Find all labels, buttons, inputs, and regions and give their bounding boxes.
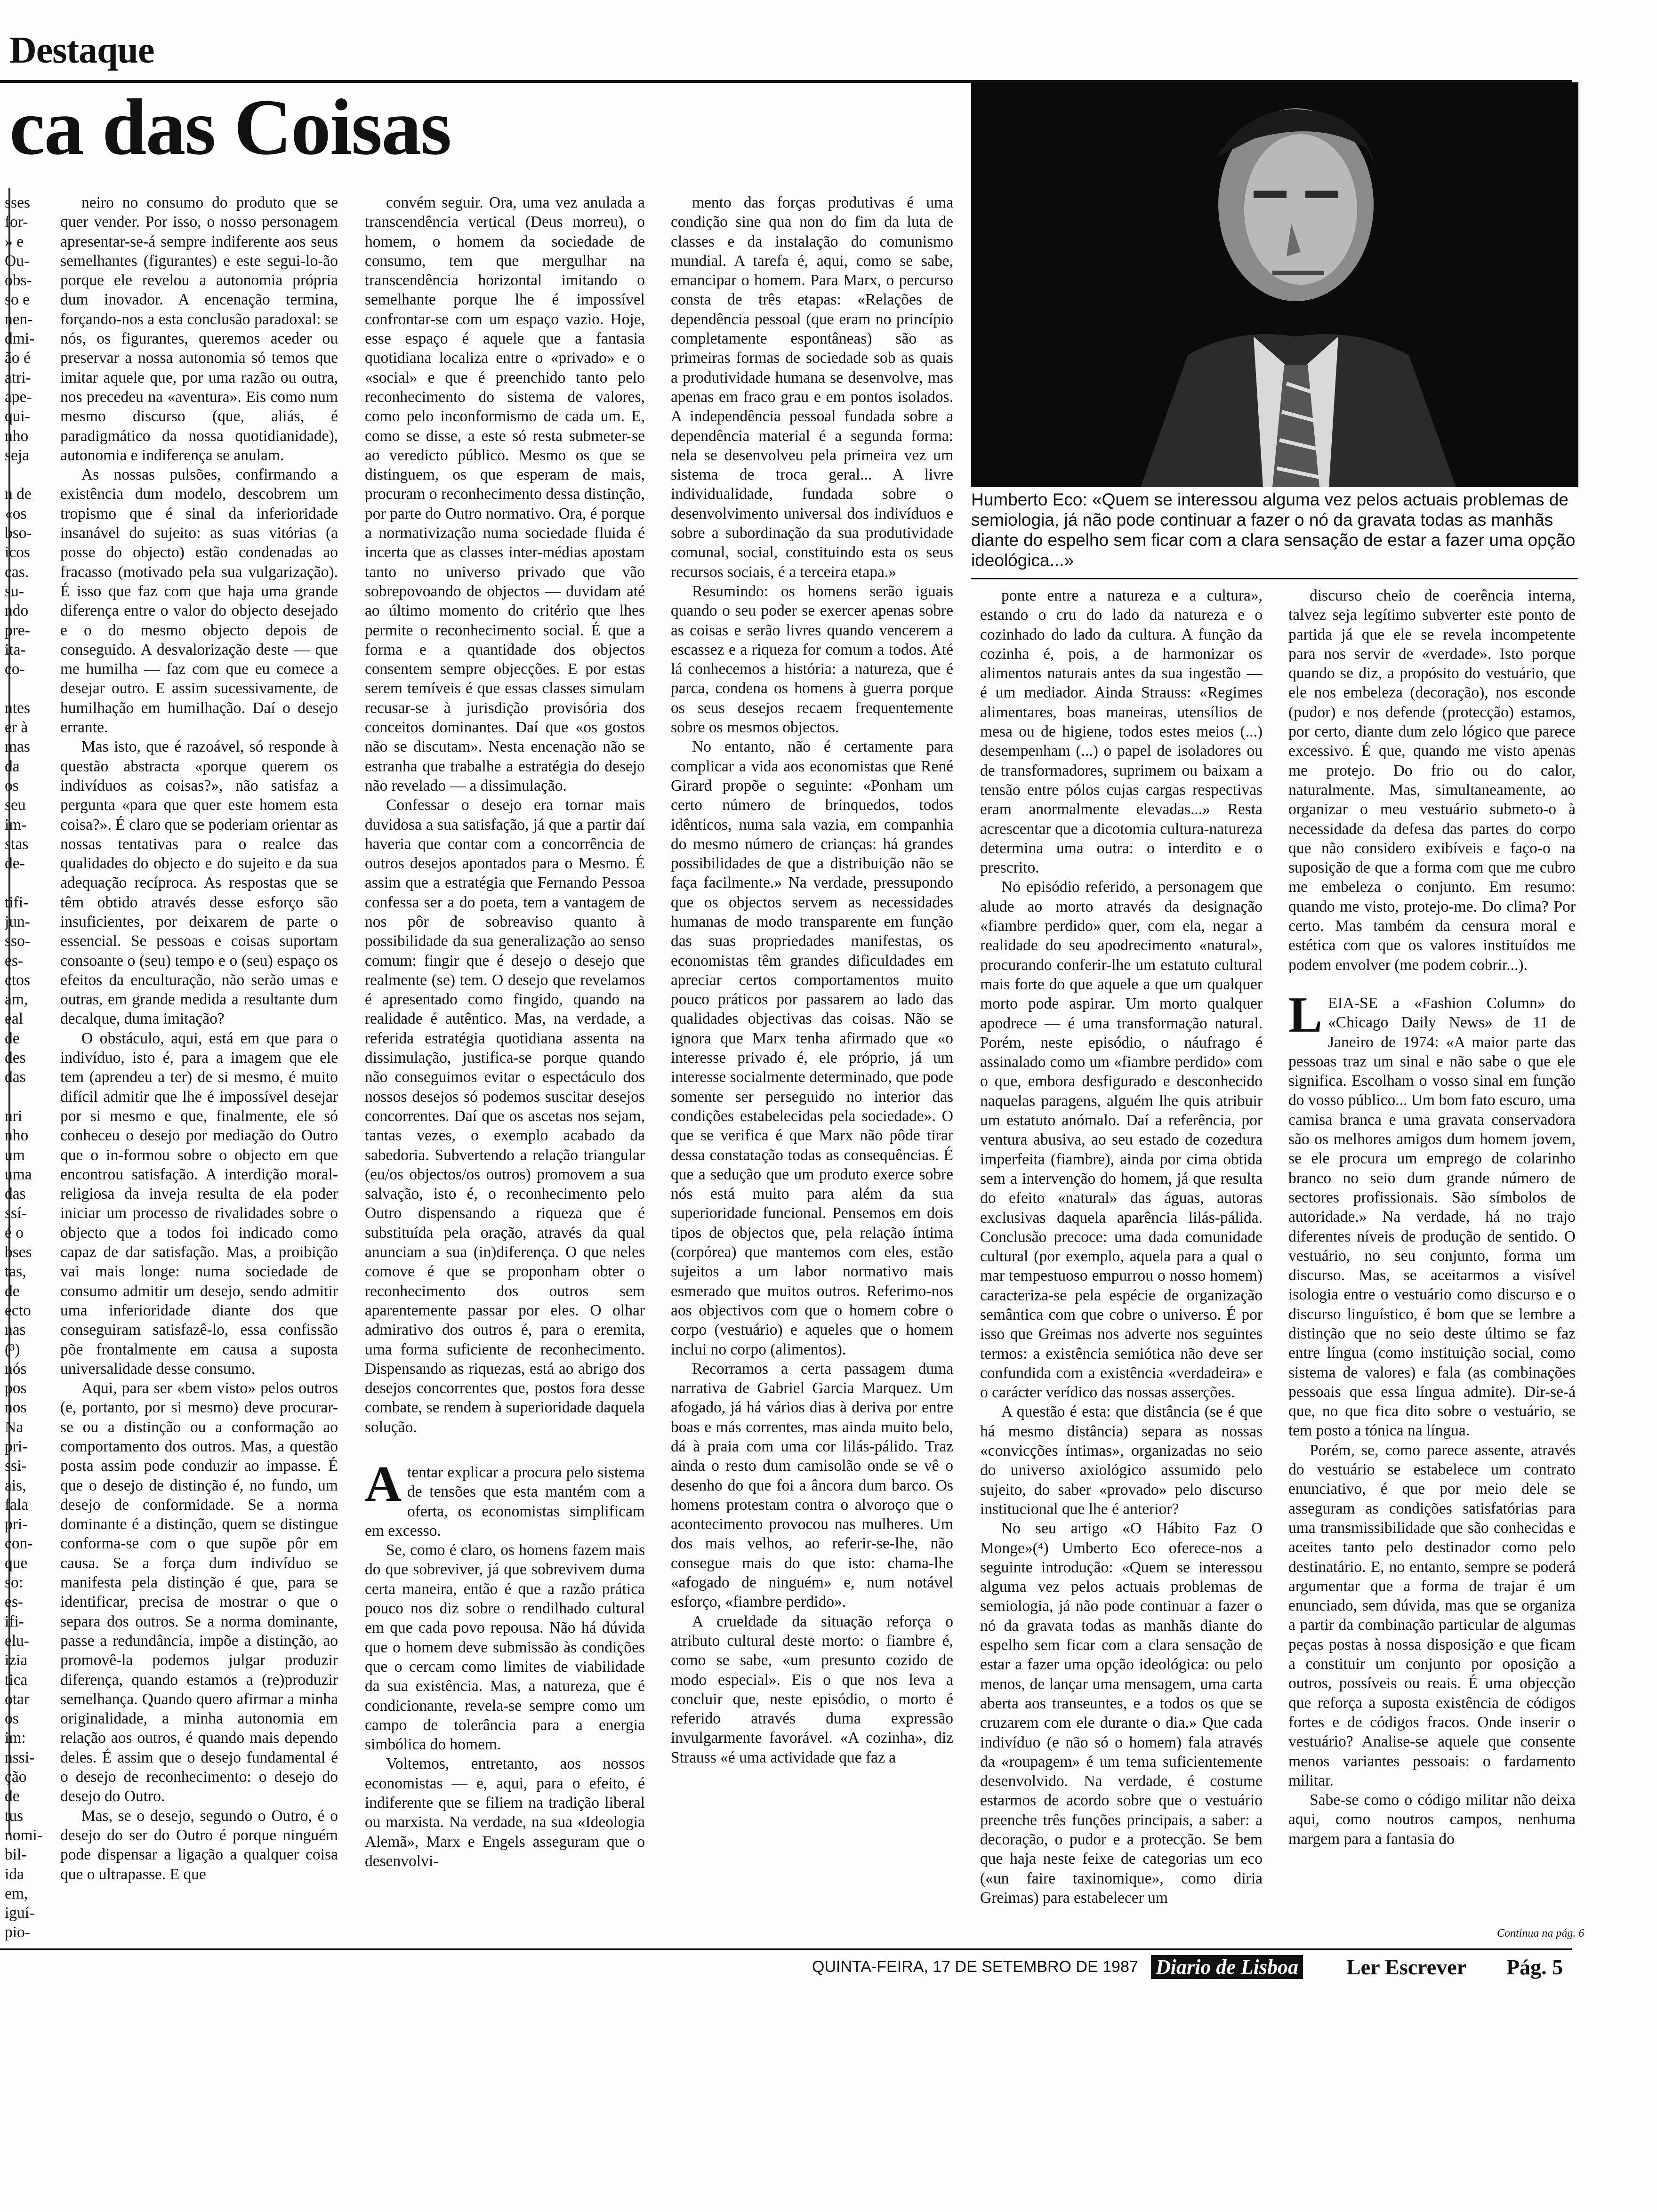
footer-date: QUINTA-FEIRA, 17 DE SETEMBRO DE 1987 xyxy=(812,1958,1138,1976)
margin-fragment: co- xyxy=(5,660,25,678)
margin-fragment: icos xyxy=(5,544,30,561)
drop-cap: A xyxy=(365,1456,402,1512)
margin-fragment: atri- xyxy=(5,369,31,386)
margin-fragment: ssi- xyxy=(5,1457,27,1475)
margin-fragment: tifi- xyxy=(5,893,29,911)
margin-fragment: Na xyxy=(5,1418,24,1436)
margin-fragment: stas xyxy=(5,835,29,853)
margin-fragment: tica xyxy=(5,1671,28,1689)
drop-cap: L xyxy=(1288,986,1323,1043)
margin-fragment xyxy=(5,873,52,892)
newspaper-logo: Diario de Lisboa xyxy=(1151,1955,1303,1979)
paragraph: Voltemos, entretanto, aos nossos economistas — e, aqui, para o efeito, é indiferente que se filiem na tradição liberal ou marxista. Na verdade, na sua «Ideologia Alemã», Marx e Engels asseguram que o desenvolvi- xyxy=(365,1755,645,1870)
margin-fragment: que xyxy=(5,1554,28,1572)
margin-fragment: nri xyxy=(5,1107,23,1125)
margin-fragment: nho xyxy=(5,427,29,445)
margin-fragment: pio- xyxy=(5,1923,30,1941)
paragraph: Porém, se, como parece assente, através do vestuário se estabelece um contrato enunciativo, é que por meio dele se asseguram as condições satisfatórias para uma transmissibilidade que são conhecidas e aceites tanto pelo destinador como pelo destinatário. E, no entanto, sempre se poderá argumentar que a forma de trajar é um enunciado, sem dúvida, mas que se organiza a partir da combinação particular de algumas peças postas à nossa disposição e que ficam a constituir um conjunto por oposição a outros, possíveis ou reais. É uma objecção que reforça a suposta existência de códigos fortes e de códigos fracos. Onde inserir o vestuário? Analise-se aquele que consente menos variantes pessoais: o fardamento militar. xyxy=(1288,1441,1576,1789)
margin-fragment: ndo xyxy=(5,602,29,620)
margin-fragment: ida xyxy=(5,1865,24,1883)
margin-fragment: bso- xyxy=(5,524,32,542)
margin-fragment: os xyxy=(5,1710,19,1728)
margin-fragment: em, xyxy=(5,1884,28,1902)
margin-fragment: de xyxy=(5,1029,20,1047)
margin-fragment: ecto xyxy=(5,1301,31,1319)
margin-fragment: bses xyxy=(5,1243,32,1261)
paragraph: No episódio referido, a personagem que alude ao morto através da designação «fiambre perdido» quer, com ela, negar a realidade do seu apodrecimento «natural», procurando conferir-lhe um estatuto cultural mais forte do que aquele a que um qualquer morto pode aspirar. Um morto qualquer apodrece — é uma transformação natural. Porém, neste episódio, o náufrago é assinalado como um «fiambre perdido» com o que, embora desfigurado e desconhecido naquelas paragens, alguém lhe quis atribuir um estatuto anómalo. Daí a referência, por ventura abusiva, ao seu estado de cozedura imperfeita (fiambre), ainda por cima obtida sem a intervenção do homem, já que resulta do efeito «natural» das águas, autoras exclusivas daquela aparência lilás-pálida. Conclusão precoce: uma dada comunidade cultural (por exemplo, aquela para a qual o mar tempestuoso empurrou o nosso homem) caracteriza-se pela espécie de organização semântica com que cobre o universo. É por isso que Greimas nos adverte nos seguintes termos: a existência semiótica não deve ser confundida com a existência «verdadeira» e o carácter verídico das nossas asserções. xyxy=(980,878,1263,1402)
margin-fragment: pri- xyxy=(5,1438,28,1455)
margin-fragment: uma xyxy=(5,1165,32,1183)
article-column-5 xyxy=(1288,586,1576,1923)
paragraph: EIA-SE a «Fashion Column» do «Chicago Daily News» de 11 de Janeiro de 1974: «A maior parte das pessoas traz um sinal e não sabe o que ele significa. Escolham o vosso sinal em função do vosso público... Um bom fato escuro, uma camisa branca e uma gravata conservadora são os melhores amigos dum homem jovem, se ele procura um emprego de colarinho branco no seio dum grande número de sectores profissionais. São símbolos de autoridade.» Na verdade, há no trajo diferentes níveis de produção de sentido. O vestuário, no seu conjunto, forma um discurso. Mas, se aceitarmos a visível isologia entre o vestuário como discurso e o discurso linguístico, é bom que se lembre a distinção que no seio deste último se faz entre língua (como instituição social, como sistema de valores) e fala (as combinações pessoais que essa língua admite). Dir-se-á que, no que fica dito sobre o vestuário, se tem posto a tónica na língua. xyxy=(1288,994,1576,1440)
margin-fragment: cas. xyxy=(5,563,29,581)
supplement-name: Ler Escrever xyxy=(1346,1955,1467,1979)
margin-fragment: im: xyxy=(5,1729,26,1747)
paragraph: Aqui, para ser «bem visto» pelos outros (e, portanto, por si mesmo) deve procurar-se ou a distinção ou a conformação ao comportamento dos outros. Mas, a questão posta assim pode conduzir ao impasse. É que o desejo de distinção é, no fundo, um desejo de conformidade. Se a norma dominante é a distinção, quem se distingue conforma-se com o que supõe pôr em causa. Se a força dum indivíduo se manifesta pela distinção é que, para se identificar, precisa de mostrar o que o separa dos outros. Se a norma dominante, passe a redundância, impõe a distinção, ao promovê-la podemos julgar produzir diferença, quando estamos a (re)produzir semelhança. Quando quero afirmar a minha originalidade, a minha autonomia em relação aos outros, é quando mais dependo deles. É assim que o desejo fundamental é o desejo de reconhecimento: o desejo do desejo do Outro. xyxy=(60,1379,338,1805)
margin-fragment: sso- xyxy=(5,932,30,950)
margin-fragment: os xyxy=(5,777,19,794)
margin-fragment: im- xyxy=(5,816,27,834)
margin-fragment: obs- xyxy=(5,272,32,289)
margin-fragment: sses xyxy=(5,194,30,211)
margin-fragment: ifi- xyxy=(5,1612,24,1630)
margin-fragment: (³) xyxy=(5,1340,20,1358)
paragraph: discurso cheio de coerência interna, talvez seja legítimo subverter este ponto de partida já que ele se revela incompetente para nos servir de «verdade». Isto porque quando se diz, a propósito do vestuário, que ele nos embeleza (decoração), nos esconde (pudor) e nos defende (protecção) estamos, por certo, diante dum zelo lógico que parece excessivo. É que, quando me visto apenas me protejo. Do frio ou do calor, naturalmente. Mas, simultaneamente, ao organizar o meu vestuário submeto-o à necessidade da defesa das partes do corpo que não considero exibíveis e faço-o na suposição de que a forma com que me cubro me embeleza o conjunto. Em resumo: quando me visto, protejo-me. Do clima? Por certo. Mas também da censura moral e estética com que os valores instituídos me podem envolver (me podem cobrir...). xyxy=(1288,587,1576,974)
paragraph: ponte entre a natureza e a cultura», estando o cru do lado da natureza e o cozinhado do lado da cultura. A função da cozinha é, pois, a de harmonizar os alimentos naturais antes da sua ingestão — é um mediador. Ainda Strauss: «Regimes alimentares, boas maneiras, utensílios de mesa ou de higiene, todos estes meios (...) desempenham (...) o papel de isoladores ou de transformadores, suprimem ou baixam a tensão entre pólos cujas cargas respectivas eram anormalmente elevadas...» Resta acrescentar que a dicotomia cultura-natureza determina uma outra: o interdito e o prescrito. xyxy=(980,587,1263,877)
margin-fragment: de xyxy=(5,1282,20,1300)
paragraph: Mas, se o desejo, segundo o Outro, é o desejo do ser do Outro é porque ninguém pode dispensar a ligação a qualquer coisa que o ultrapasse. E que xyxy=(60,1807,338,1883)
paragraph: Resumindo: os homens serão iguais quando o seu poder se exercer apenas sobre as coisas e serão livres quando vencerem a escassez e a riqueza for comum a todos. Até lá conhecemos a história: a natureza, que é parca, condena os homens à guerra porque os seus desejos recaem frequentemente sobre os mesmos objectos. xyxy=(671,582,953,737)
margin-fragment: seu xyxy=(5,796,26,814)
margin-fragment: n de xyxy=(5,485,32,503)
margin-fragment: su- xyxy=(5,582,24,600)
paragraph: Recorramos a certa passagem duma narrativa de Gabriel Garcia Marquez. Um afogado, já há vários dias à deriva por entre boas e más correntes, mas ainda muito belo, dá à praia com uma cor lilás-pálido. Traz ainda o resto dum camisolão onde se vê o desenho do que foi a âncora dum barco. Os homens protestam contra o alvoroço que o acontecimento provocou nas mulheres. Um dos mais velhos, ao referir-se-lhe, não consegue mais do que isto: chama-lhe «afogado de ninguém» e, num notável esforço, «fiambre perdido». xyxy=(671,1360,953,1611)
margin-fragment: fala xyxy=(5,1496,29,1514)
margin-fragment: izia xyxy=(5,1651,28,1669)
margin-fragment xyxy=(5,679,52,698)
margin-fragment: de- xyxy=(5,855,25,873)
paragraph: tentar explicar a procura pelo sistema de tensões que esta mantém com a oferta, os economistas simplificam em excesso. xyxy=(365,1464,645,1539)
paragraph: Confessar o desejo era tornar mais duvidosa a sua satisfação, já que a partir daí haveria que contar com a concorrência de outros desejos apontados para o Mesmo. É assim que a estratégia que Fernando Pessoa confessa ser a do poeta, tem a vantagem de nos pôr de sobreaviso quanto à possibilidade da sua generalização ao senso comum: fingir que é desejo o desejo que realmente (se) tem. O desejo que revelamos é apresentado como fingido, quando na realidade é autêntico. Mas, na verdade, a referida estratégia quotidiana assenta na dissimulação, justifica-se porque quando não conseguimos evitar o espectáculo dos nossos desejos só podemos suscitar desejos concorrentes. Daí que os ascetas nos sejam, tantas vezes, o exemplo acabado da sabedoria. Subvertendo a relação triangular (eu/os objectos/os outros) promovem a sua salvação, isto é, o reconhecimento pelo Outro dispensando a riqueza que é substituída pela oração, através da qual anunciam a sua (in)diferença. O que neles comove é que se proponham obter o reconhecimento dos outros sem aparentemente passar por eles. O olhar admirativo dos outros é, para o eremita, uma forma suficiente de reconhecimento. Dispensando as riquezas, está ao abrigo dos desejos concorrentes que, postos fora desse combate, se rendem à superioridade daquela solução. xyxy=(365,796,645,1436)
margin-fragment: so e xyxy=(5,291,30,309)
margin-fragment: er à xyxy=(5,719,28,737)
article-column-2 xyxy=(365,193,645,1925)
margin-fragment: otar xyxy=(5,1690,30,1708)
margin-fragment: dmi- xyxy=(5,330,35,348)
paragraph: Mas isto, que é razoável, só responde à questão abstracta «porque querem os indivíduos as coisas?», não satisfaz a pergunta «para que quer este homem esta coisa?». É claro que se poderiam orientar as nossas tentativas para o realce das qualidades do objecto e do sujeito e da sua adequação recíproca. As respostas que se têm obtido através desse esforço são insuficientes, por deixarem de parte o essencial. Se pessoas e coisas suportam consoante o (seu) tempo e o (seu) espaço os efeitos da enculturação, não serão umas e outras, em grande medida a resultante dum decalque, duma imitação? xyxy=(60,738,338,1028)
margin-fragment: tus xyxy=(5,1807,24,1825)
margin-fragment: nho xyxy=(5,1127,29,1145)
margin-fragment: pri- xyxy=(5,1515,28,1533)
margin-fragment: «os xyxy=(5,505,27,522)
article-column-3 xyxy=(671,193,953,1925)
margin-fragment: qui- xyxy=(5,408,30,425)
margin-fragment: pos xyxy=(5,1379,27,1397)
margin-fragment: con- xyxy=(5,1535,33,1553)
section-label: Destaque xyxy=(9,30,154,71)
margin-fragment: ão é xyxy=(5,349,31,367)
margin-fragment xyxy=(5,1087,52,1106)
paragraph: neiro no consumo do produto que se quer vender. Por isso, o nosso personagem apresentar-se-á sempre indiferente aos seus semelhantes (figurantes) e este segui-lo-ão porque ele revelou a autonomia própria dum inovador. A encenação termina, forçando-nos a esta conclusão paradoxal: se nós, os figurantes, queremos aceder ou preservar a nossa autonomia só temos que imitar aquele que, por uma razão ou outra, nos precedeu na «aventura». Eis como num mesmo discurso (que, aliás, é paradigmático da nossa quotidianidade), autonomia e indiferença se anulam. xyxy=(60,194,338,464)
margin-fragment: ssí- xyxy=(5,1204,27,1222)
margin-fragment: des xyxy=(5,1049,26,1067)
footer-rule xyxy=(0,1948,1572,1950)
article-column-4 xyxy=(980,586,1263,1913)
paragraph: A questão é esta: que distância (se é que há mesmo distância) separa as nossas «convicções íntimas», organizadas no seio do universo axiológico assumido pelo sujeito, do saber «provado» pelo discurso institucional que lhe é anterior? xyxy=(980,1403,1263,1518)
margin-fragment: for- xyxy=(5,213,28,231)
margin-fragment: so: xyxy=(5,1574,24,1592)
margin-fragment: mas xyxy=(5,738,30,756)
margin-fragment: tas, xyxy=(5,1263,26,1281)
margin-fragment: jun- xyxy=(5,913,30,930)
margin-fragments xyxy=(5,193,52,1942)
margin-fragment: pre- xyxy=(5,621,30,639)
photo-caption: Humberto Eco: «Quem se interessou alguma vez pelos actuais problemas de semiologia, já não pode continuar a fazer o nó da gravata todas as manhãs diante do espelho sem ficar com a clara sensação de estar a fazer uma opção ideológica...» xyxy=(971,490,1576,570)
margin-fragment: de xyxy=(5,1787,20,1805)
margin-fragment: nssi- xyxy=(5,1748,35,1766)
margin-fragment: elu- xyxy=(5,1632,30,1650)
continued-note: Continua na pág. 6 xyxy=(1497,1927,1585,1940)
margin-fragment: um xyxy=(5,1146,25,1164)
paragraph: As nossas pulsões, confirmando a existência dum modelo, descobrem um tropismo que é sinal da inferioridade insanável do sujeito: as suas vitórias (a posse do objecto) estão condenadas ao fracasso (motivado pela sua vulgarização). É isso que faz com que haja uma grande diferença entre o valor do objecto desejado e o do mesmo objecto depois de conseguido. A desvalorização deste — que me humilha — faz com que eu comece a desejar outro. E assim sucessivamente, de humilhação em humilhação. Daí o desejo errante. xyxy=(60,466,338,737)
margin-fragment: nos xyxy=(5,1399,27,1417)
paragraph: Se, como é claro, os homens fazem mais do que sobreviver, já que sobrevivem duma certa maneira, então é que a razão prática pouco nos diz sobre o rendilhado cultural em que cada povo repousa. Não há dúvida que o homem deve submissão às condições que o cercam como limites de viabilidade da sua existência. Mas, a natureza, que é condicionante, revela-se sempre como um campo de tolerância para a energia simbólica do homem. xyxy=(365,1541,645,1754)
margin-fragment: ção xyxy=(5,1768,27,1786)
headline: ca das Coisas xyxy=(9,83,451,171)
margin-fragment: é o xyxy=(5,1224,24,1242)
margin-fragment: seja xyxy=(5,446,30,464)
margin-fragment: ape- xyxy=(5,388,32,406)
margin-fragment: nós xyxy=(5,1360,27,1378)
margin-fragment: das xyxy=(5,1185,26,1203)
margin-fragment: ntes xyxy=(5,699,30,717)
margin-fragment: ais, xyxy=(5,1476,26,1494)
paragraph: Sabe-se como o código militar não deixa aqui, como noutros campos, nenhuma margem para a fantasia do xyxy=(1288,1791,1576,1848)
margin-fragment: ita- xyxy=(5,641,26,658)
margin-fragment: iguí- xyxy=(5,1904,35,1922)
margin-fragment: ctos xyxy=(5,971,30,989)
margin-fragment: Ou- xyxy=(5,252,30,270)
margin-fragment: nen- xyxy=(5,310,33,328)
page-number: Pág. 5 xyxy=(1506,1955,1563,1979)
portrait-photo xyxy=(971,82,1578,487)
margin-fragment: es- xyxy=(5,1593,24,1611)
paragraph: No entanto, não é certamente para complicar a vida aos economistas que René Girard propõe o seguinte: «Ponham um certo número de brinquedos, todos idênticos, numa sala vazia, em companhia do mesmo número de crianças: há grandes possibilidades de que a distribuição não se faça facilmente.» Na verdade, pressupondo que os objectos servem as necessidades humanas de modo transparente em função das suas propriedades manifestas, os economistas têm grandes dificuldades em apreciar certos comportamentos muito pouco práticos por passarem ao lado das qualidades objectivas das coisas. Não se ignora que Marx tenha afirmado que «o interesse privado é, ele próprio, já um interesse socialmente determinado, que pode somente ser perseguido no interior das condições estabelecidas pela sociedade». O que se verifica é que Marx não pôde tirar dessa constatação todas as consequências. É que a sedução que um produto exerce sobre nós está muito para além da sua superioridade funcional. Pensemos em dois tipos de objectos que, pela relação íntima (corpórea) que mantemos com eles, estão sujeitos a um labor normativo mais esmerado que muitos outros. Referimo-nos aos objectivos com que o homem cobre o corpo (vestuário) e aqueles que o homem inclui no corpo (alimentos). xyxy=(671,738,953,1358)
margin-fragment: nas xyxy=(5,1321,26,1339)
margin-fragment: am, xyxy=(5,991,28,1009)
paragraph: O obstáculo, aqui, está em que para o indivíduo, isto é, para a imagem que ele tem (aprendeu a ter) de si mesmo, é muito difícil admitir que lhe é impossível desejar por si mesmo e que, finalmente, ele só conheceu o desejo por mediação do Outro que o in-formou sobre o objecto em que encontrou satisfação. A interdição moral-religiosa da inveja resulta de ela poder iniciar um processo de rivalidades sobre o objecto que a todos foi indicado como capaz de dar satisfação. Mas, a proibição vai mais longe: numa sociedade de consumo admitir um desejo, sendo admitir uma inferioridade diante dos que conseguiram satisfazê-lo, essa confissão põe frontalmente em causa a suposta universalidade desse consumo. xyxy=(60,1029,338,1378)
paragraph: convém seguir. Ora, uma vez anulada a transcendência vertical (Deus morreu), o homem, o homem da sociedade de consumo, tem que mergulhar na transcendência horizontal imitando o semelhante porque lhe é impossível confrontar-se com um espaço vazio. Hoje, esse espaço é aquele que a fantasia quotidiana localiza entre o «privado» e o «social» e que é preenchido tanto pelo reconhecimento do sistema de valores, como pelo inconformismo de cada um. E, como se disse, a este só resta submeter-se ao veredicto público. Mesmo os que se distinguem, os que esperam de mais, procuram o reconhecimento dessa distinção, por parte do Outro normativo. Ora, é porque a normativização numa sociedade fluida é incerta que as classes inter-médias apostam tanto no universo privado que vão sobrepovoando de objectos — duvidam até ao último momento do critério que lhes permite o reconhecimento social. É que a forma e a quantidade dos objectos consentem sempre objecções. E por estas serem temíveis é que essas classes simulam recusar-se à jurisdição provisória dos conceitos dominantes. Daí que «os gostos não se discutam». Nesta encenação não se estranha que trabalhe a estratégia do desejo não revelado — a dissimulação. xyxy=(365,194,645,794)
margin-fragment: bil- xyxy=(5,1846,27,1864)
margin-fragment: es- xyxy=(5,952,24,970)
caption-rule xyxy=(971,578,1578,579)
margin-fragment: nomi- xyxy=(5,1826,43,1844)
margin-fragment: das xyxy=(5,1068,26,1086)
paragraph: No seu artigo «O Hábito Faz O Monge»(⁴) Umberto Eco oferece-nos a seguinte introdução: «Quem se interessou alguma vez pelos actuais problemas de semiologia, já não pode continuar a fazer o nó da gravata todas as manhãs diante do espelho sem ficar com a clara sensação de estar a fazer uma opção ideológica: ou pelo menos, de lançar uma mensagem, uma carta aberta aos transeuntes, e a todos os que se cruzarem com ele durante o dia.» Que cada indivíduo (e não só o homem) fala através da «roupagem» é um tema suficientemente desenvolvido. Na verdade, é costume estarmos de acordo sobre que o vestuário preenche três funções principais, a saber: a decoração, o pudor e a protecção. Se bem que haja neste feixe de categorias um eco («un faire taxinomique», como diria Greimas) para estabelecer um xyxy=(980,1520,1263,1907)
article-column-1 xyxy=(60,193,338,1884)
margin-fragment: eal xyxy=(5,1010,24,1028)
paragraph: A crueldade da situação reforça o atributo cultural deste morto: o fiambre é, como se sabe, «um presunto cozido de modo especial». Eis o que nos leva a concluir que, neste episódio, o morto é referido através duma expressão invulgarmente favorável. «A cozinha», diz Strauss «é uma actividade que faz a xyxy=(671,1612,953,1766)
margin-fragment: » e xyxy=(5,232,24,250)
margin-fragment xyxy=(5,465,52,484)
margin-fragment: da xyxy=(5,757,20,775)
paragraph: mento das forças produtivas é uma condição sine qua non do fim da luta de classes e da instalação do comunismo mundial. A tarefa é, aqui, como se sabe, emancipar o homem. Para Marx, o percurso consta de três etapas: «Relações de dependência pessoal (que eram no princípio completamente espontâneas) são as primeiras formas de sociedade sob as quais a produtividade humana se desenvolve, mas apenas em fraco grau e em pontos isolados. A independência pessoal fundada sobre a dependência material é a segunda forma: nela se desenvolveu pela primeira vez um sistema de troca geral... A livre individualidade, fundada sobre o desenvolvimento universal dos indivíduos e sobre a subordinação da sua produtividade comunal, social, constituindo esta os seus recursos sociais, é a terceira etapa.» xyxy=(671,194,953,581)
